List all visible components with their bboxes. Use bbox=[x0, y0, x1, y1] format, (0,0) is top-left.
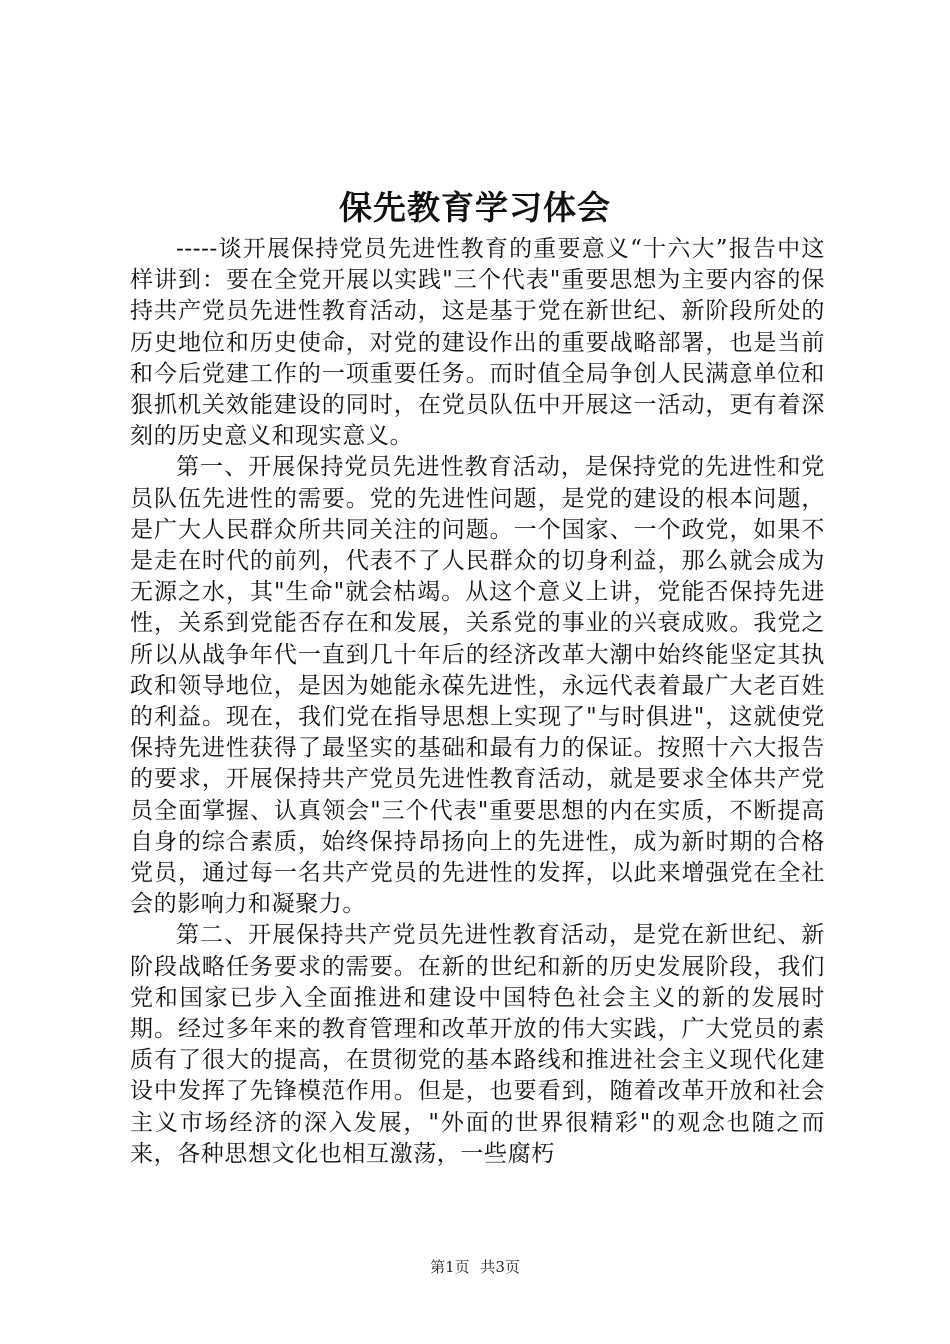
paragraph-first-point: 第一、开展保持党员先进性教育活动，是保持党的先进性和党员队伍先进性的需要。党的先进性问题，是党的建设的根本问题，是广大人民群众所共同关注的问题。一个国家、一个政党，如果不是走在时代的前列，代表不了人民群众的切身利益，那么就会成为无源之水，其"生命"就会枯竭。从这个意义上讲，党能否保持先进性，关系到党能否存在和发展，关系党的事业的兴衰成败。我党之所以从战争年代一直到几十年后的经济改革大潮中始终能坚定其执政和领导地位，是因为她能永葆先进性，永远代表着最广大老百姓的利益。现在，我们党在指导思想上实现了"与时俱进"，这就使党保持先进性获得了最坚实的基础和最有力的保证。按照十六大报告的要求，开展保持共产党员先进性教育活动，就是要求全体共产党员全面掌握、认真领会"三个代表"重要思想的内在实质，不断提高自身的综合素质，始终保持昂扬向上的先进性，成为新时期的合格党员，通过每一名共产党员的先进性的发挥，以此来增强党在全社会的影响力和凝聚力。 bbox=[130, 454, 825, 918]
page-total: 共3页 bbox=[480, 1258, 520, 1276]
paragraph-intro: -----谈开展保持党员先进性教育的重要意义“十六大”报告中这样讲到：要在全党开展以实践"三个代表"重要思想为主要内容的保持共产党员先进性教育活动，这是基于党在新世纪、新阶段所处的历史地位和历史使命，对党的建设作出的重要战略部署，也是当前和今后党建工作的一项重要任务。而时值全局争创人民满意单位和狠抓机关效能建设的同时，在党员队伍中开展这一活动，更有着深刻的历史意义和现实意义。 bbox=[130, 236, 825, 450]
paragraph-second-point: 第二、开展保持共产党员先进性教育活动，是党在新世纪、新阶段战略任务要求的需要。在新的世纪和新的历史发展阶段，我们党和国家已步入全面推进和建设中国特色社会主义的新的发展时期。经过多年来的教育管理和改革开放的伟大实践，广大党员的素质有了很大的提高，在贯彻党的基本路线和推进社会主义现代化建设中发挥了先锋模范作用。但是，也要看到，随着改革开放和社会主义市场经济的深入发展，"外面的世界很精彩"的观念也随之而来，各种思想文化也相互激荡，一些腐朽 bbox=[130, 922, 825, 1167]
document-body bbox=[130, 234, 825, 1170]
page-footer bbox=[0, 1257, 950, 1277]
page-number: 第1页 bbox=[430, 1258, 470, 1276]
document-title: 保先教育学习体会 bbox=[339, 188, 611, 227]
